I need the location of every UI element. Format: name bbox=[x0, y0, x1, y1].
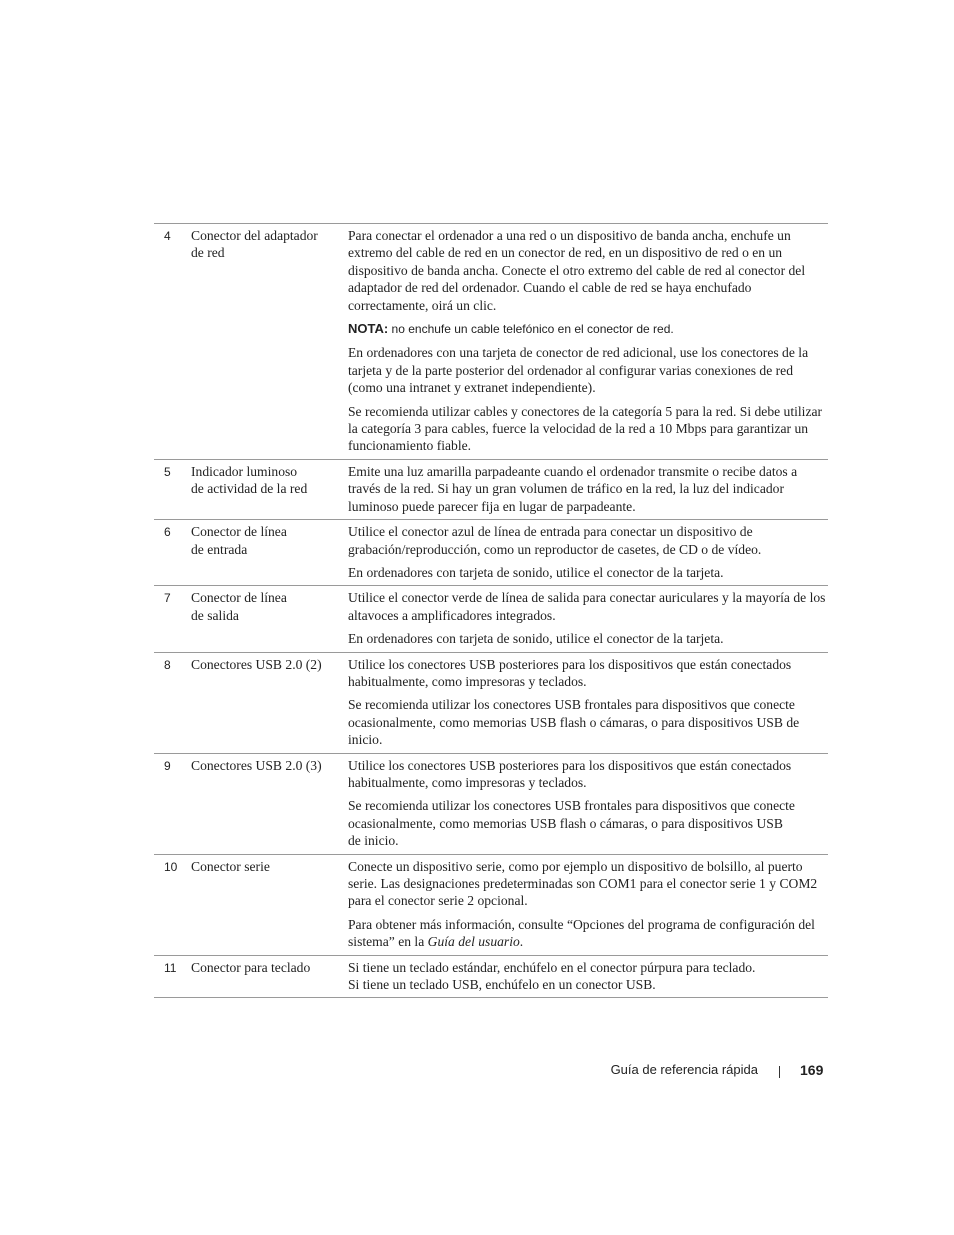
description-paragraph: Utilice el conector azul de línea de entrada para conectar un dispositivo de grabación/reproducción, como un reproductor de casetes, de CD o de vídeo. bbox=[348, 524, 762, 557]
table-row bbox=[154, 754, 828, 855]
connector-description bbox=[348, 757, 828, 850]
description-paragraph: Se recomienda utilizar los conectores USB frontales para dispositivos que conecte ocasionalmente, como memorias USB flash o cámaras, o para dispositivos USB de inicio. bbox=[348, 697, 800, 748]
note-text: no enchufe un cable telefónico en el conector de red. bbox=[388, 322, 674, 337]
reference-paragraph bbox=[348, 916, 828, 951]
description-paragraph: Para conectar el ordenador a una red o un dispositivo de banda ancha, enchufe un extremo del cable de red en un conector de red, en un dispositivo de red o en un dispositivo de banda ancha. Conecte el otro extremo del cable de red al conector del adaptador de red del ordenador. Cuando el cable de red se haya enchufado correctamente, oirá un clic. bbox=[348, 228, 806, 313]
table-row bbox=[154, 653, 828, 754]
reference-book-title: Guía del usuario bbox=[427, 934, 520, 950]
note-label: NOTA: bbox=[348, 321, 389, 337]
description-paragraph: Si tiene un teclado estándar, enchúfelo en el conector púrpura para teclado. Si tiene un teclado USB, enchúfelo en un conector USB. bbox=[348, 959, 756, 993]
description-paragraph: Utilice los conectores USB posteriores para los dispositivos que están conectados habitualmente, como impresoras y teclados. bbox=[348, 656, 792, 689]
table-row bbox=[154, 460, 828, 520]
note bbox=[348, 320, 828, 338]
connector-description bbox=[348, 589, 828, 647]
connector-description bbox=[348, 959, 828, 994]
description-paragraph: En ordenadores con una tarjeta de conector de red adicional, use los conectores de la tarjeta y de la parte posterior del ordenador al configurar varias conexiones de red (como una intranet y extranet independiente). bbox=[348, 345, 809, 396]
connector-description bbox=[348, 523, 828, 581]
row-number: 4 bbox=[164, 229, 171, 243]
row-number: 6 bbox=[164, 525, 171, 540]
connector-name: Conector de línea de salida bbox=[191, 590, 287, 623]
connector-name: Conector para teclado bbox=[191, 959, 311, 975]
reference-text: Para obtener más información, consulte “Opciones del programa de configuración del sistema” en la bbox=[348, 916, 815, 950]
description-paragraph: En ordenadores con tarjeta de sonido, utilice el conector de la tarjeta. bbox=[348, 564, 724, 580]
connector-name: Conector de línea de entrada bbox=[191, 524, 287, 557]
table-row bbox=[154, 956, 828, 999]
row-number: 9 bbox=[164, 758, 171, 773]
connector-name: Conector serie bbox=[191, 858, 270, 874]
connector-description bbox=[348, 463, 828, 515]
row-number: 10 bbox=[164, 859, 178, 874]
description-paragraph: Se recomienda utilizar los conectores USB frontales para dispositivos que conecte ocasionalmente, como memorias USB flash o cámaras, o para dispositivos USB de inicio. bbox=[348, 798, 795, 849]
description-paragraph: En ordenadores con tarjeta de sonido, utilice el conector de la tarjeta. bbox=[348, 631, 724, 647]
table-row bbox=[154, 586, 828, 652]
row-number: 5 bbox=[164, 464, 171, 479]
table-row bbox=[154, 224, 828, 460]
connector-description bbox=[348, 656, 828, 749]
connector-name: Conectores USB 2.0 (3) bbox=[191, 757, 322, 773]
footer-divider bbox=[779, 1066, 780, 1078]
reference-end: . bbox=[519, 934, 524, 950]
connector-name: Indicador luminoso de actividad de la red bbox=[191, 463, 308, 497]
row-number: 8 bbox=[164, 657, 171, 672]
description-paragraph: Conecte un dispositivo serie, como por ejemplo un dispositivo de bolsillo, al puerto serie. Las designaciones predeterminadas son COM1 para el conector serie 1 y COM2 para el conector serie 2 opcional. bbox=[348, 858, 818, 909]
connector-name: Conectores USB 2.0 (2) bbox=[191, 656, 322, 672]
description-paragraph: Utilice el conector verde de línea de salida para conectar auriculares y la mayoría de los altavoces a amplificadores integrados. bbox=[348, 590, 826, 623]
connector-name: Conector del adaptador de red bbox=[191, 228, 318, 261]
page-footer bbox=[0, 1062, 954, 1082]
connector-description bbox=[348, 858, 828, 951]
description-paragraph: Se recomienda utilizar cables y conectores de la categoría 5 para la red. Si debe utilizar la categoría 3 para cables, fuerce la velocidad de la red a 10 Mbps para garantizar un funcionamiento fiable. bbox=[348, 403, 823, 454]
row-number: 11 bbox=[164, 960, 177, 975]
row-number: 7 bbox=[164, 591, 171, 606]
description-paragraph: Utilice los conectores USB posteriores para los dispositivos que están conectados habitualmente, como impresoras y teclados. bbox=[348, 757, 792, 790]
footer-title: Guía de referencia rápida bbox=[610, 1062, 758, 1077]
table-row bbox=[154, 855, 828, 956]
connector-table bbox=[154, 223, 828, 998]
description-paragraph: Emite una luz amarilla parpadeante cuando el ordenador transmite o recibe datos a través de la red. Si hay un gran volumen de tráfico en la red, la luz del indicador luminoso puede parecer fija en lugar de parpadeante. bbox=[348, 463, 798, 514]
connector-description bbox=[348, 227, 828, 455]
table-row bbox=[154, 520, 828, 586]
page-number: 169 bbox=[800, 1062, 824, 1078]
